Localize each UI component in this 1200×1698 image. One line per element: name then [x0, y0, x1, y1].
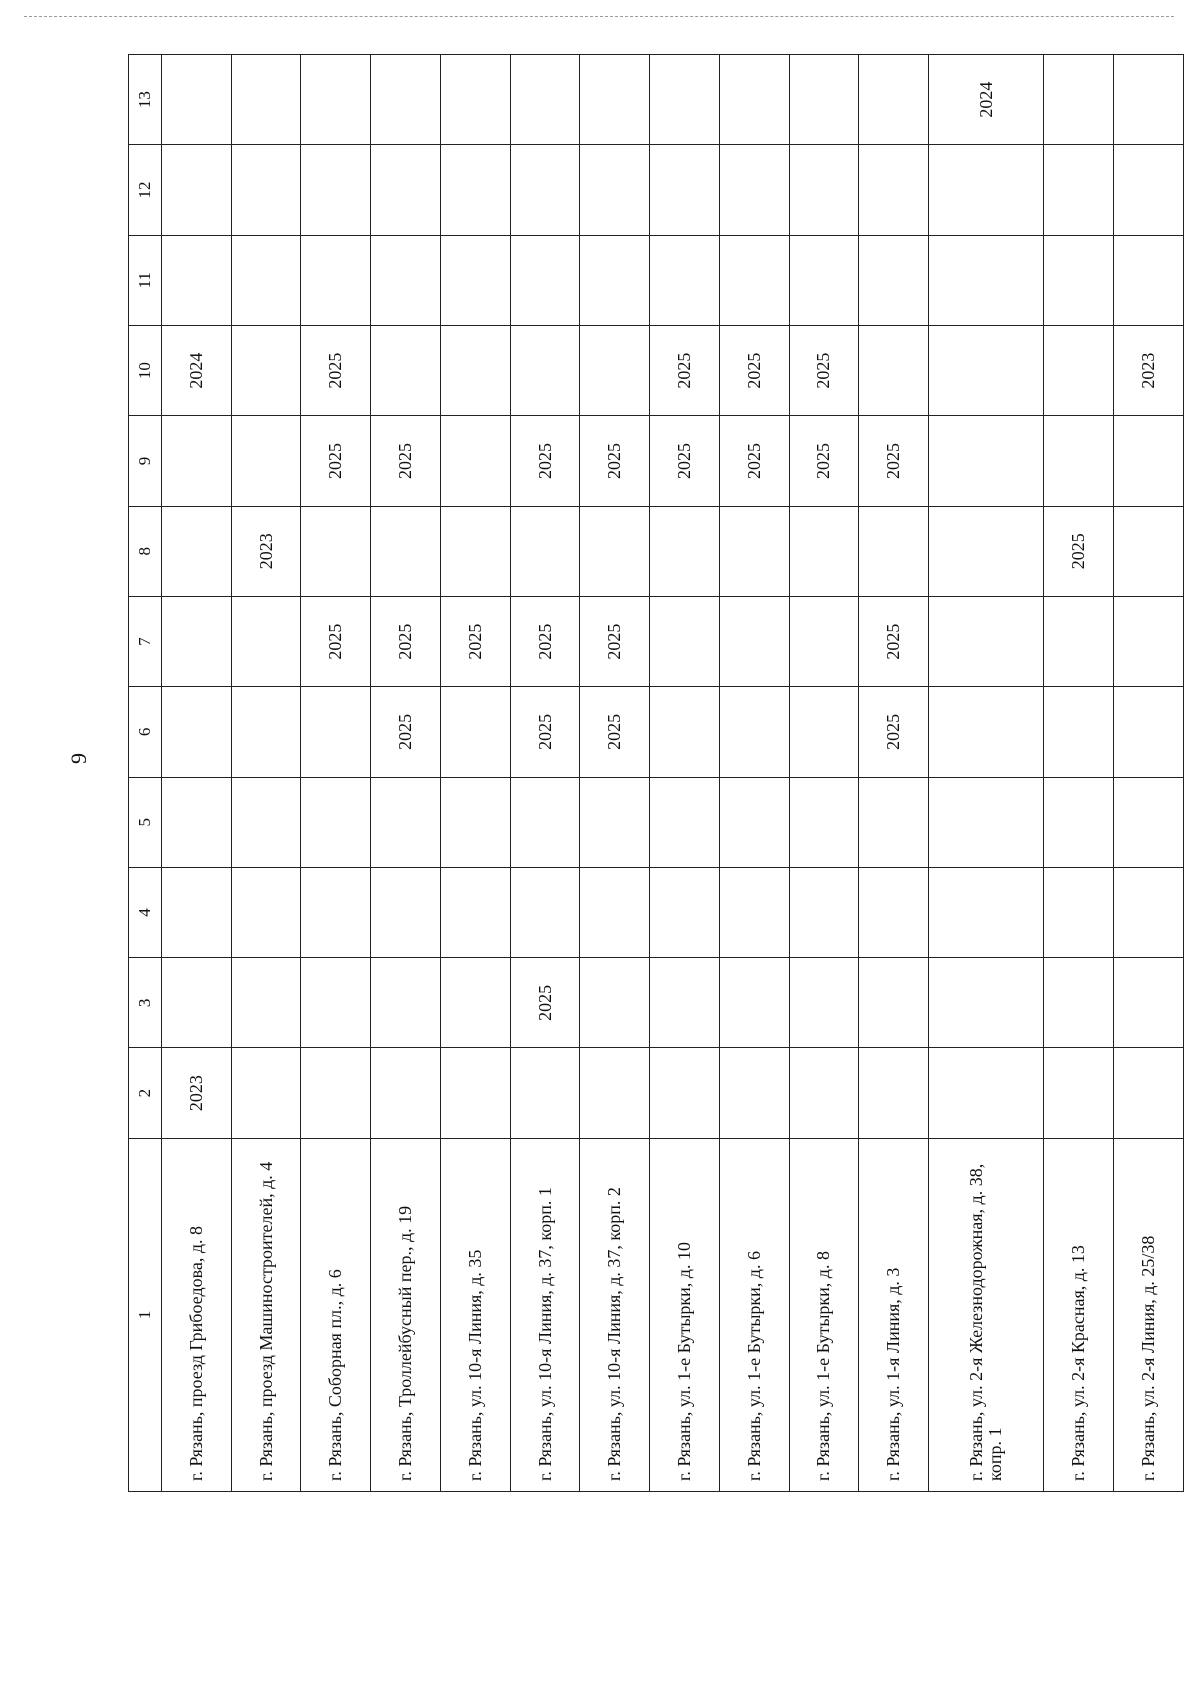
year-cell: [301, 145, 371, 235]
year-cell: [301, 55, 371, 145]
year-cell: [929, 416, 1044, 506]
year-cell: [789, 687, 859, 777]
year-cell: [859, 145, 929, 235]
header-cell: 3: [129, 958, 162, 1048]
year-cell: [719, 55, 789, 145]
scan-edge-line: [24, 16, 1174, 17]
year-cell: [510, 777, 580, 867]
table-row: [929, 55, 1044, 1492]
year-cell: [719, 506, 789, 596]
year-cell: [371, 958, 441, 1048]
year-cell: [719, 1048, 789, 1138]
header-cell: 9: [129, 416, 162, 506]
year-cell: [440, 777, 510, 867]
table-row: [162, 55, 232, 1492]
year-cell: [301, 867, 371, 957]
year-cell: 2025: [371, 687, 441, 777]
year-cell: [301, 235, 371, 325]
year-cell: [719, 596, 789, 686]
year-cell: 2025: [440, 596, 510, 686]
year-cell: [510, 235, 580, 325]
year-cell: [650, 958, 720, 1048]
year-cell: [1044, 687, 1114, 777]
year-cell: [859, 235, 929, 325]
year-cell: [231, 596, 301, 686]
year-cell: [580, 235, 650, 325]
year-cell: [162, 777, 232, 867]
year-cell: [580, 1048, 650, 1138]
year-cell: [929, 687, 1044, 777]
header-cell: 5: [129, 777, 162, 867]
table-row: [789, 55, 859, 1492]
year-cell: [510, 867, 580, 957]
year-cell: [789, 235, 859, 325]
year-cell: [162, 596, 232, 686]
year-cell: [371, 145, 441, 235]
address-cell: г. Рязань, ул. 10-я Линия, д. 37, корп. 2: [580, 1138, 650, 1491]
year-cell: [1114, 596, 1184, 686]
year-cell: [231, 867, 301, 957]
header-cell: 8: [129, 506, 162, 596]
year-cell: [719, 145, 789, 235]
year-cell: [580, 867, 650, 957]
year-cell: [580, 506, 650, 596]
year-cell: [231, 235, 301, 325]
year-cell: [580, 145, 650, 235]
address-cell: г. Рязань, ул. 1-я Линия, д. 3: [859, 1138, 929, 1491]
year-cell: [301, 777, 371, 867]
year-cell: [440, 687, 510, 777]
year-cell: [440, 235, 510, 325]
year-cell: [580, 777, 650, 867]
address-cell: г. Рязань, проезд Грибоедова, д. 8: [162, 1138, 232, 1491]
address-cell: г. Рязань, ул. 1-е Бутырки, д. 8: [789, 1138, 859, 1491]
year-cell: [859, 325, 929, 415]
year-cell: [371, 325, 441, 415]
schedule-table: [128, 54, 1184, 1492]
year-cell: [162, 958, 232, 1048]
year-cell: [231, 687, 301, 777]
year-cell: [1114, 145, 1184, 235]
year-cell: 2023: [162, 1048, 232, 1138]
year-cell: [162, 145, 232, 235]
year-cell: [440, 325, 510, 415]
year-cell: [929, 867, 1044, 957]
year-cell: [162, 506, 232, 596]
year-cell: [650, 145, 720, 235]
year-cell: [789, 777, 859, 867]
year-cell: [371, 55, 441, 145]
year-cell: [929, 777, 1044, 867]
year-cell: [1114, 867, 1184, 957]
header-cell: 1: [129, 1138, 162, 1491]
year-cell: [789, 55, 859, 145]
year-cell: [440, 867, 510, 957]
year-cell: [231, 958, 301, 1048]
year-cell: [929, 958, 1044, 1048]
year-cell: 2025: [510, 687, 580, 777]
year-cell: [719, 777, 789, 867]
year-cell: [789, 867, 859, 957]
year-cell: [371, 235, 441, 325]
table-row: [301, 55, 371, 1492]
header-cell: 6: [129, 687, 162, 777]
address-cell: г. Рязань, ул. 2-я Линия, д. 25/38: [1114, 1138, 1184, 1491]
year-cell: [929, 235, 1044, 325]
year-cell: [231, 416, 301, 506]
year-cell: [162, 416, 232, 506]
year-cell: [789, 958, 859, 1048]
year-cell: [719, 235, 789, 325]
year-cell: [580, 958, 650, 1048]
year-cell: 2025: [859, 687, 929, 777]
year-cell: 2025: [580, 416, 650, 506]
year-cell: [301, 687, 371, 777]
year-cell: 2025: [789, 416, 859, 506]
year-cell: [1044, 1048, 1114, 1138]
year-cell: [1044, 55, 1114, 145]
year-cell: 2025: [301, 325, 371, 415]
year-cell: [929, 506, 1044, 596]
year-cell: 2025: [859, 596, 929, 686]
header-cell: 10: [129, 325, 162, 415]
year-cell: [1044, 145, 1114, 235]
year-cell: [1044, 416, 1114, 506]
year-cell: [440, 506, 510, 596]
header-cell: 12: [129, 145, 162, 235]
year-cell: 2025: [789, 325, 859, 415]
year-cell: [371, 777, 441, 867]
year-cell: 2025: [580, 596, 650, 686]
year-cell: [440, 416, 510, 506]
table-row: [580, 55, 650, 1492]
year-cell: 2023: [1114, 325, 1184, 415]
year-cell: [580, 55, 650, 145]
year-cell: [301, 1048, 371, 1138]
year-cell: [1044, 958, 1114, 1048]
year-cell: [440, 958, 510, 1048]
year-cell: [371, 1048, 441, 1138]
year-cell: [650, 235, 720, 325]
address-cell: г. Рязань, Троллейбусный пер., д. 19: [371, 1138, 441, 1491]
year-cell: [650, 1048, 720, 1138]
address-cell: г. Рязань, ул. 2-я Красная, д. 13: [1044, 1138, 1114, 1491]
year-cell: 2025: [371, 596, 441, 686]
year-cell: 2024: [162, 325, 232, 415]
header-row: [129, 55, 162, 1492]
table-row: [859, 55, 929, 1492]
year-cell: [650, 777, 720, 867]
year-cell: 2025: [510, 958, 580, 1048]
address-cell: г. Рязань, ул. 10-я Линия, д. 35: [440, 1138, 510, 1491]
table-row: [440, 55, 510, 1492]
year-cell: [650, 687, 720, 777]
year-cell: 2024: [929, 55, 1044, 145]
header-cell: 11: [129, 235, 162, 325]
year-cell: [719, 687, 789, 777]
year-cell: [1114, 687, 1184, 777]
year-cell: [162, 55, 232, 145]
year-cell: [789, 145, 859, 235]
year-cell: 2025: [719, 416, 789, 506]
year-cell: [371, 506, 441, 596]
year-cell: [440, 55, 510, 145]
year-cell: [1044, 867, 1114, 957]
year-cell: [929, 1048, 1044, 1138]
year-cell: [929, 325, 1044, 415]
year-cell: [650, 506, 720, 596]
year-cell: [859, 55, 929, 145]
year-cell: [440, 145, 510, 235]
year-cell: [440, 1048, 510, 1138]
year-cell: [510, 506, 580, 596]
year-cell: [510, 325, 580, 415]
year-cell: 2025: [510, 596, 580, 686]
year-cell: 2025: [859, 416, 929, 506]
year-cell: 2025: [371, 416, 441, 506]
year-cell: [580, 325, 650, 415]
address-cell: г. Рязань, ул. 1-е Бутырки, д. 6: [719, 1138, 789, 1491]
address-cell: г. Рязань, проезд Машиностроителей, д. 4: [231, 1138, 301, 1491]
year-cell: [650, 596, 720, 686]
year-cell: [789, 1048, 859, 1138]
year-cell: 2025: [719, 325, 789, 415]
year-cell: [1044, 596, 1114, 686]
year-cell: 2023: [231, 506, 301, 596]
address-cell: г. Рязань, Соборная пл., д. 6: [301, 1138, 371, 1491]
year-cell: [719, 958, 789, 1048]
schedule-table-container: [128, 54, 1184, 1492]
year-cell: [789, 506, 859, 596]
year-cell: 2025: [510, 416, 580, 506]
year-cell: [859, 1048, 929, 1138]
page-number: 9: [66, 753, 91, 764]
table-body: [129, 55, 1184, 1492]
header-cell: 13: [129, 55, 162, 145]
year-cell: [859, 777, 929, 867]
year-cell: 2025: [301, 416, 371, 506]
header-cell: 7: [129, 596, 162, 686]
year-cell: 2025: [650, 416, 720, 506]
address-cell: г. Рязань, ул. 10-я Линия, д. 37, корп. 1: [510, 1138, 580, 1491]
year-cell: [929, 145, 1044, 235]
year-cell: [301, 958, 371, 1048]
year-cell: [1114, 235, 1184, 325]
year-cell: [929, 596, 1044, 686]
year-cell: [1044, 235, 1114, 325]
year-cell: [789, 596, 859, 686]
header-cell: 4: [129, 867, 162, 957]
year-cell: [719, 867, 789, 957]
year-cell: [1044, 777, 1114, 867]
year-cell: [1114, 506, 1184, 596]
year-cell: [859, 958, 929, 1048]
address-cell: г. Рязань, ул. 1-е Бутырки, д. 10: [650, 1138, 720, 1491]
year-cell: [371, 867, 441, 957]
year-cell: [510, 55, 580, 145]
year-cell: [859, 506, 929, 596]
year-cell: 2025: [301, 596, 371, 686]
year-cell: [162, 867, 232, 957]
year-cell: [301, 506, 371, 596]
year-cell: [231, 1048, 301, 1138]
year-cell: [1114, 958, 1184, 1048]
year-cell: [231, 55, 301, 145]
year-cell: [231, 777, 301, 867]
table-row: [510, 55, 580, 1492]
year-cell: [162, 235, 232, 325]
year-cell: [1114, 55, 1184, 145]
year-cell: [510, 1048, 580, 1138]
year-cell: 2025: [580, 687, 650, 777]
table-row: [1044, 55, 1114, 1492]
year-cell: [650, 867, 720, 957]
year-cell: [650, 55, 720, 145]
table-row: [1114, 55, 1184, 1492]
year-cell: [162, 687, 232, 777]
table-row: [371, 55, 441, 1492]
year-cell: [859, 867, 929, 957]
table-row: [231, 55, 301, 1492]
year-cell: [510, 145, 580, 235]
year-cell: [1114, 416, 1184, 506]
table-row: [650, 55, 720, 1492]
year-cell: [231, 145, 301, 235]
table-row: [719, 55, 789, 1492]
year-cell: [1114, 777, 1184, 867]
address-cell: г. Рязань, ул. 2-я Железнодорожная, д. 38, копр. 1: [929, 1138, 1044, 1491]
year-cell: [1044, 325, 1114, 415]
year-cell: 2025: [650, 325, 720, 415]
year-cell: [1114, 1048, 1184, 1138]
year-cell: [231, 325, 301, 415]
year-cell: 2025: [1044, 506, 1114, 596]
header-cell: 2: [129, 1048, 162, 1138]
